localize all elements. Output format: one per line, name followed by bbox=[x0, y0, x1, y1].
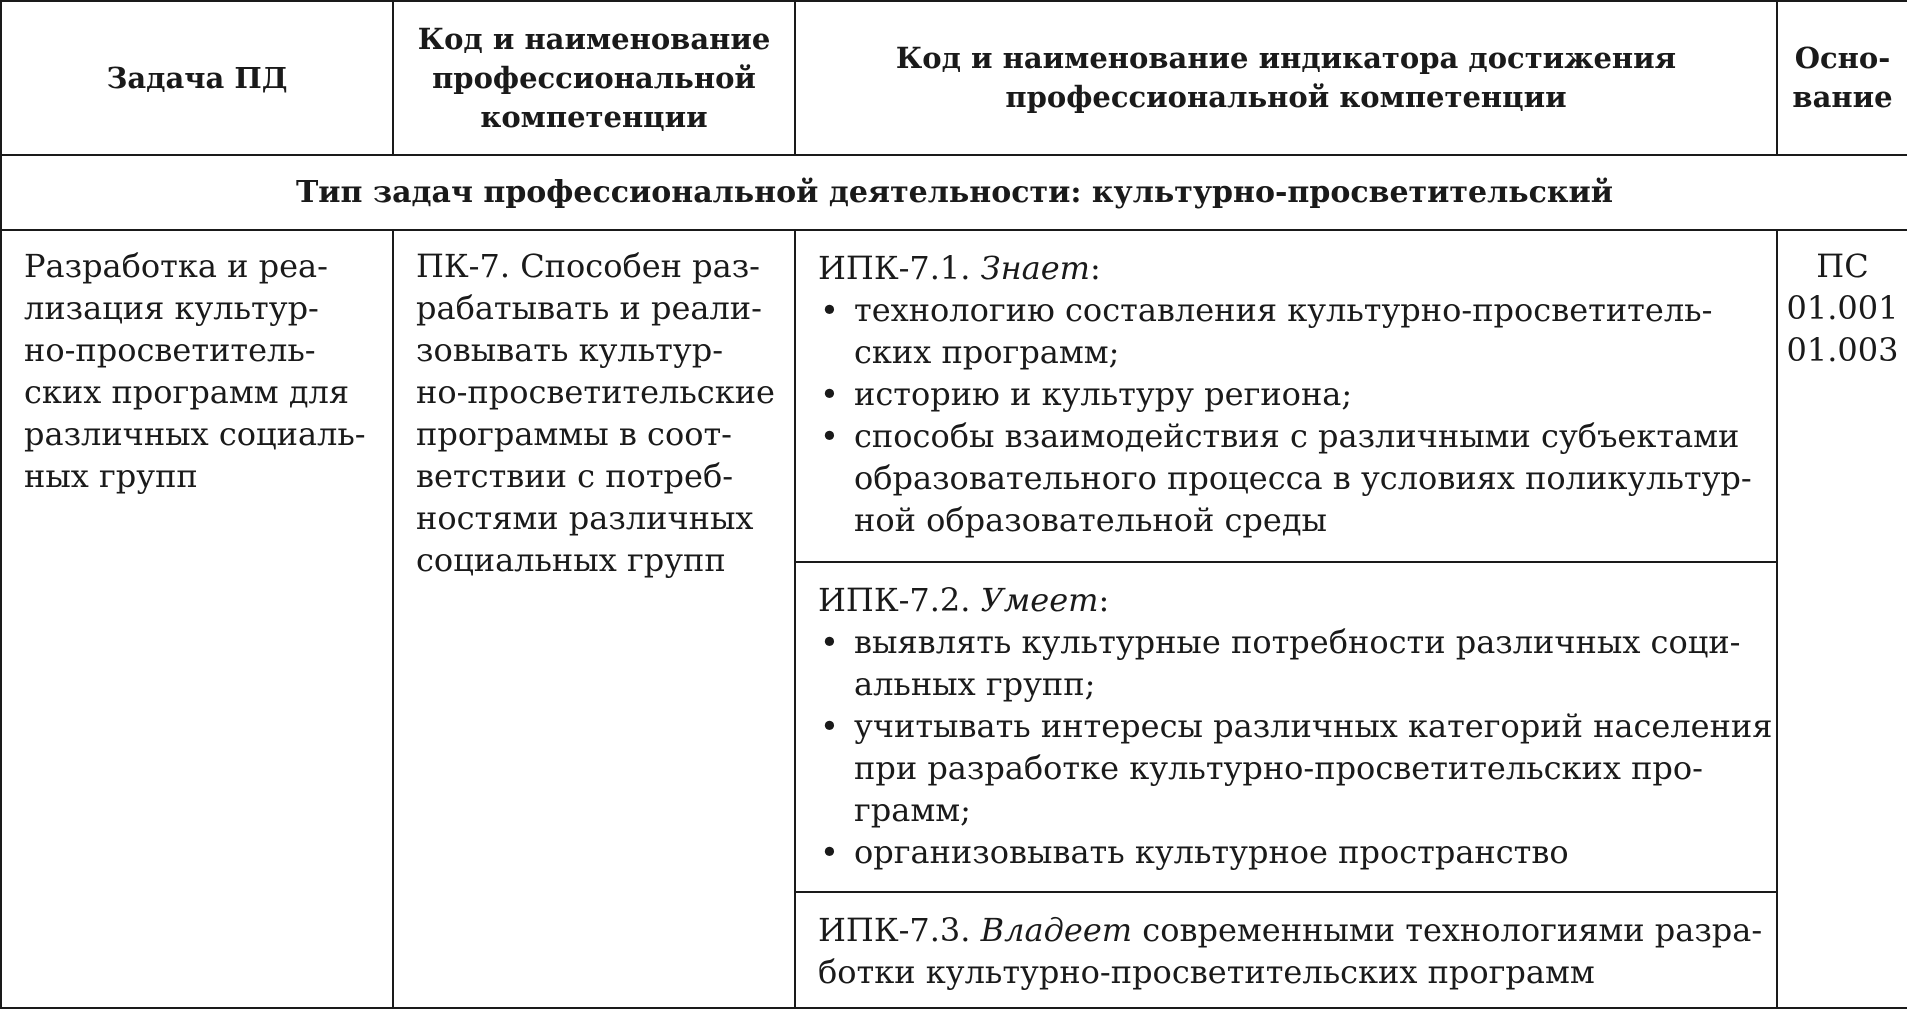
header-competence: Код и наименование профессиональной компетенции bbox=[393, 1, 795, 155]
list-item: • историю и культуру региона; bbox=[818, 373, 1762, 415]
header-row bbox=[1, 1, 1907, 155]
indicator-cell-ipk-7-3: ИПК-7.3. Владеет современными технологиями разра- ботки культурно-просветительских программ bbox=[795, 892, 1777, 1008]
task-cell: Разработка и реа- лизация культур- но-просветитель- ских программ для различных социаль- ных групп bbox=[1, 230, 393, 1008]
indicator-cell-ipk-7-2: ИПК-7.2. Умеет: • выявлять культурные потребности различных соци- альных групп; • учитывать интересы различных категорий населения при разработке культурно-просветительских про- грамм; • организовывать культурное пространство bbox=[795, 562, 1777, 892]
competence-cell: ПК-7. Способен раз- рабатывать и реали- зовывать культур- но-просветительские программы в соот- ветствии с потреб- ностями различных социальных групп bbox=[393, 230, 795, 1008]
indicator-row-1 bbox=[1, 230, 1907, 562]
indicator-cell-ipk-7-1: ИПК-7.1. Знает: • технологию составления культурно-просветитель- ских программ; • историю и культуру региона; • способы взаимодействия с различными субъектами образовательного процесса в условиях поликультур- ной образовательной среды bbox=[795, 230, 1777, 562]
header-task: Задача ПД bbox=[1, 1, 393, 155]
header-basis: Осно- вание bbox=[1777, 1, 1907, 155]
list-item: • способы взаимодействия с различными субъектами образовательного процесса в условиях поликультур- ной образовательной среды bbox=[818, 415, 1762, 541]
list-item: • выявлять культурные потребности различных соци- альных групп; bbox=[818, 621, 1762, 705]
list-item: • учитывать интересы различных категорий населения при разработке культурно-просветительских про- грамм; bbox=[818, 705, 1762, 831]
task-type-row bbox=[1, 155, 1907, 230]
task-type-label: Тип задач профессиональной деятельности: культурно-просветительский bbox=[1, 155, 1907, 230]
list-item: • организовывать культурное пространство bbox=[818, 831, 1762, 873]
basis-cell: ПС 01.001 01.003 bbox=[1777, 230, 1907, 1008]
header-indicator: Код и наименование индикатора достижения профессиональной компетенции bbox=[795, 1, 1777, 155]
list-item: • технологию составления культурно-просветитель- ских программ; bbox=[818, 289, 1762, 373]
